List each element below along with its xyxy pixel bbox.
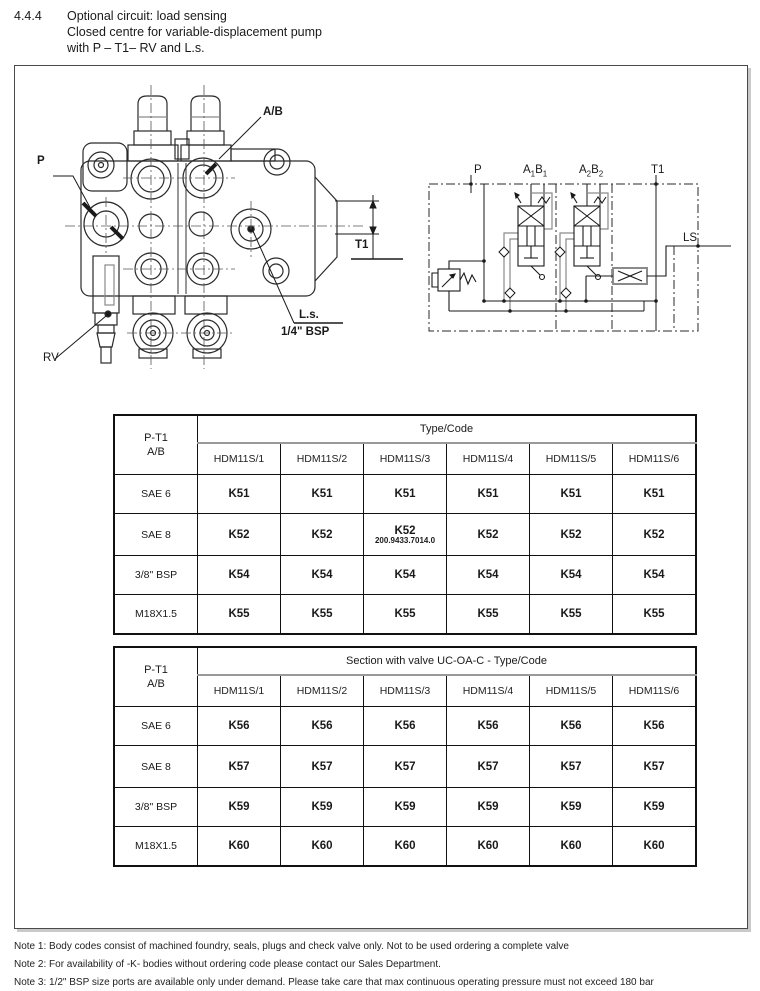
code-cell: K56 (281, 707, 364, 746)
code-cell: K55 (364, 595, 447, 635)
code-cell: K51 (281, 475, 364, 514)
column-header: HDM11S/5 (530, 675, 613, 707)
code-cell: K51 (613, 475, 697, 514)
code-cell: K57 (281, 746, 364, 788)
a1-subscript: 1 (530, 169, 536, 179)
port-p-label: P (37, 155, 45, 167)
code-cell: K56 (613, 707, 697, 746)
b2-subscript: 2 (598, 169, 604, 179)
code-cell: K52 (447, 514, 530, 556)
code-cell: K57 (198, 746, 281, 788)
column-header: HDM11S/6 (613, 675, 697, 707)
schematic-ls-label: LS (683, 232, 698, 244)
column-header: HDM11S/1 (198, 675, 281, 707)
hydraulic-schematic (426, 163, 736, 348)
code-cell: K52 (613, 514, 697, 556)
table-row (114, 746, 696, 788)
code-cell: K55 (281, 595, 364, 635)
table-row (114, 475, 696, 514)
code-cell: K55 (447, 595, 530, 635)
corner-line1: P-T1 (144, 432, 168, 444)
a1-text: A (523, 164, 531, 176)
relief-valve-cartridge (93, 256, 119, 363)
code-cell: K60 (613, 827, 697, 867)
code-cell: K57 (364, 746, 447, 788)
column-header: HDM11S/6 (613, 443, 697, 475)
ls-port-label: L.s. (299, 309, 319, 321)
section-codes-table (113, 646, 697, 867)
note-2: Note 2: For availability of -K- bodies without ordering code please contact our Sales Department. (14, 959, 441, 970)
code-text: K52 (394, 524, 416, 537)
code-cell: K51 (530, 475, 613, 514)
column-header: HDM11S/2 (281, 675, 364, 707)
column-header: HDM11S/5 (530, 443, 613, 475)
row-label: SAE 6 (114, 707, 198, 746)
corner-line2: A/B (147, 678, 165, 690)
code-cell: K54 (530, 556, 613, 595)
code-cell: K56 (198, 707, 281, 746)
code-cell: K56 (364, 707, 447, 746)
section-number: 4.4.4 (14, 9, 42, 23)
code-cell: K55 (613, 595, 697, 635)
a2-text: A (579, 164, 587, 176)
p-text: P (474, 164, 482, 176)
corner-line1: P-T1 (144, 664, 168, 676)
title-line-2: Closed centre for variable-displacement pump (67, 25, 322, 39)
a2-subscript: 2 (586, 169, 592, 179)
code-cell: K60 (281, 827, 364, 867)
rv-label: RV (43, 352, 59, 364)
column-header: HDM11S/3 (364, 675, 447, 707)
code-cell: K60 (530, 827, 613, 867)
port-t1-label: T1 (355, 239, 369, 251)
group-header: Section with valve UC-OA-C - Type/Code (198, 647, 697, 675)
table-row (114, 827, 696, 867)
content-box (14, 65, 748, 929)
body-codes-table (113, 414, 697, 635)
corner-header (114, 647, 198, 707)
row-label: M18X1.5 (114, 595, 198, 635)
note-1: Note 1: Body codes consist of machined foundry, seals, plugs and check valve only. Not to be used ordering a complete valve (14, 941, 569, 952)
code-cell: K60 (364, 827, 447, 867)
code-cell: K54 (447, 556, 530, 595)
schematic-port-t1-label: T1 (651, 164, 665, 176)
code-cell: K52 (530, 514, 613, 556)
column-header: HDM11S/1 (198, 443, 281, 475)
column-header: HDM11S/4 (447, 443, 530, 475)
title-line-1: Optional circuit: load sensing (67, 9, 227, 23)
column-header: HDM11S/3 (364, 443, 447, 475)
code-cell: K60 (447, 827, 530, 867)
table-row (114, 788, 696, 827)
schematic-port-a2b2-label (579, 164, 603, 178)
group-header: Type/Code (198, 415, 697, 443)
code-cell: K52 (198, 514, 281, 556)
section-title (67, 8, 487, 56)
code-cell: K54 (198, 556, 281, 595)
column-header: HDM11S/4 (447, 675, 530, 707)
row-label: SAE 8 (114, 746, 198, 788)
manifold-boundary (429, 184, 698, 331)
code-cell: K57 (530, 746, 613, 788)
schematic-port-a1b1-label (523, 164, 547, 178)
code-cell: K56 (530, 707, 613, 746)
code-cell: K57 (613, 746, 697, 788)
code-cell: K59 (198, 788, 281, 827)
bus-lines (449, 301, 656, 311)
code-cell: K59 (447, 788, 530, 827)
corner-line2: A/B (147, 446, 165, 458)
b1-text: B (535, 164, 543, 176)
code-cell: K54 (364, 556, 447, 595)
table-row (114, 514, 696, 556)
table-row (114, 595, 696, 635)
table-row (114, 707, 696, 746)
code-cell: K52 (281, 514, 364, 556)
code-cell: K54 (613, 556, 697, 595)
code-cell: K51 (198, 475, 281, 514)
row-label: SAE 6 (114, 475, 198, 514)
code-cell: K54 (281, 556, 364, 595)
column-header: HDM11S/2 (281, 443, 364, 475)
code-cell: K59 (530, 788, 613, 827)
code-cell: K51 (447, 475, 530, 514)
code-cell: K57 (447, 746, 530, 788)
code-cell: K55 (530, 595, 613, 635)
code-cell-with-order-number (364, 514, 447, 556)
note-3: Note 3: 1/2" BSP size ports are available only under demand. Please take care that max continuous operating pressure must not exceed 180 bar (14, 977, 654, 988)
ls-orifice-symbol (586, 246, 731, 301)
table-row (114, 556, 696, 595)
corner-header (114, 415, 198, 475)
ls-port-size-label: 1/4" BSP (281, 326, 330, 338)
code-cell: K51 (364, 475, 447, 514)
code-cell: K56 (447, 707, 530, 746)
port-ab-label: A/B (263, 106, 283, 118)
row-label: SAE 8 (114, 514, 198, 556)
code-cell: K59 (364, 788, 447, 827)
schematic-port-p-label (474, 164, 482, 176)
order-number: 200.9433.7014.0 (374, 535, 436, 545)
b2-text: B (591, 164, 599, 176)
row-label: 3/8" BSP (114, 788, 198, 827)
row-label: M18X1.5 (114, 827, 198, 867)
row-label: 3/8" BSP (114, 556, 198, 595)
relief-valve-symbol (432, 261, 484, 311)
code-cell: K59 (281, 788, 364, 827)
code-cell: K59 (613, 788, 697, 827)
b1-subscript: 1 (542, 169, 548, 179)
code-cell: K60 (198, 827, 281, 867)
code-cell: K55 (198, 595, 281, 635)
title-line-3: with P – T1– RV and L.s. (67, 41, 205, 55)
